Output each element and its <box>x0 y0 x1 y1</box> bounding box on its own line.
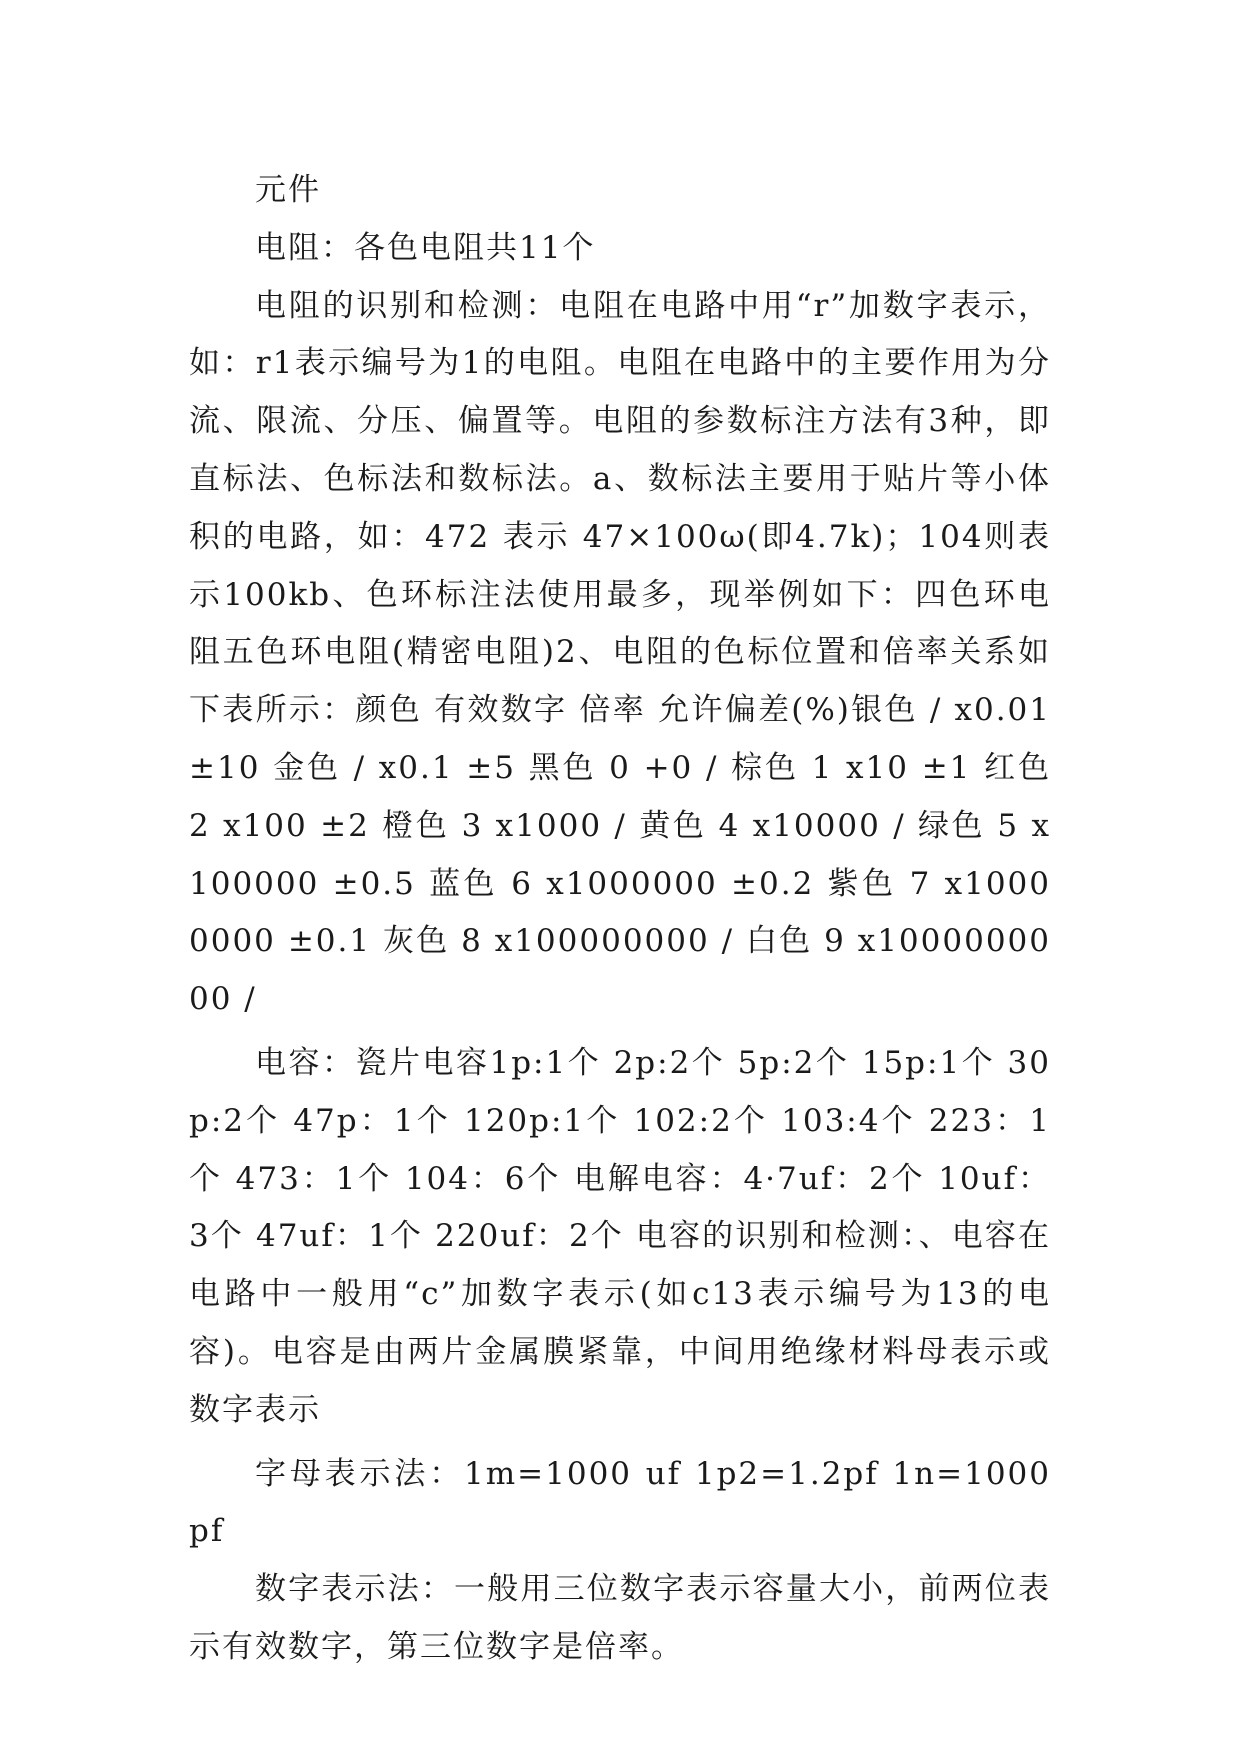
paragraph-digit-notation: 数字表示法：一般用三位数字表示容量大小，前两位表示有效数字，第三位数字是倍率。 <box>189 1571 1051 1665</box>
document-body <box>189 162 1051 1677</box>
paragraph-resistor-count: 电阻：各色电阻共11个 <box>255 229 596 266</box>
paragraph-heading-components: 元件 <box>255 172 321 208</box>
paragraph-resistor-identification: 电阻的识别和检测：电阻在电路中用“r”加数字表示，如：r1表示编号为1的电阻。电阻在电路中的主要作用为分流、限流、分压、偏置等。电阻的参数标注方法有3种，即直标法、色标法和数标法。a、数标法主要用于贴片等小体积的电路，如：472 表示 47×100ω(即4.7k)；104则表示100kb、色环标注法使用最多，现举例如下：四色环电阻五色环电阻(精密电阻)2、电阻的色标位置和倍率关系如下表所示：颜色 有效数字 倍率 允许偏差(%)银色 / x0.01 ±10 金色 / x0.1 ±5 黑色 0 +0 / 棕色 1 x10 ±1 红色 2 x100 ±2 橙色 3 x1000 / 黄色 4 x10000 / 绿色 5 x100000 ±0.5 蓝色 6 x1000000 ±0.2 紫色 7 x10000000 ±0.1 灰色 8 x100000000 / 白色 9 x1000000000 / <box>189 287 1051 1018</box>
paragraph-capacitor-list: 电容：瓷片电容1p:1个 2p:2个 5p:2个 15p:1个 30p:2个 47p：1个 120p:1个 102:2个 103:4个 223：1个 473：1个 104：6个 电解电容：4·7uf：2个 10uf：3个 47uf：1个 220uf：2个 电容的识别和检测：、电容在电路中一般用“c”加数字表示(如c13表示编号为13的电容)。电容是由两片金属膜紧靠，中间用绝缘材料母表示或数字表示 <box>189 1044 1051 1428</box>
paragraph-letter-notation: 字母表示法：1m=1000 uf 1p2=1.2pf 1n=1000pf <box>189 1455 1051 1550</box>
